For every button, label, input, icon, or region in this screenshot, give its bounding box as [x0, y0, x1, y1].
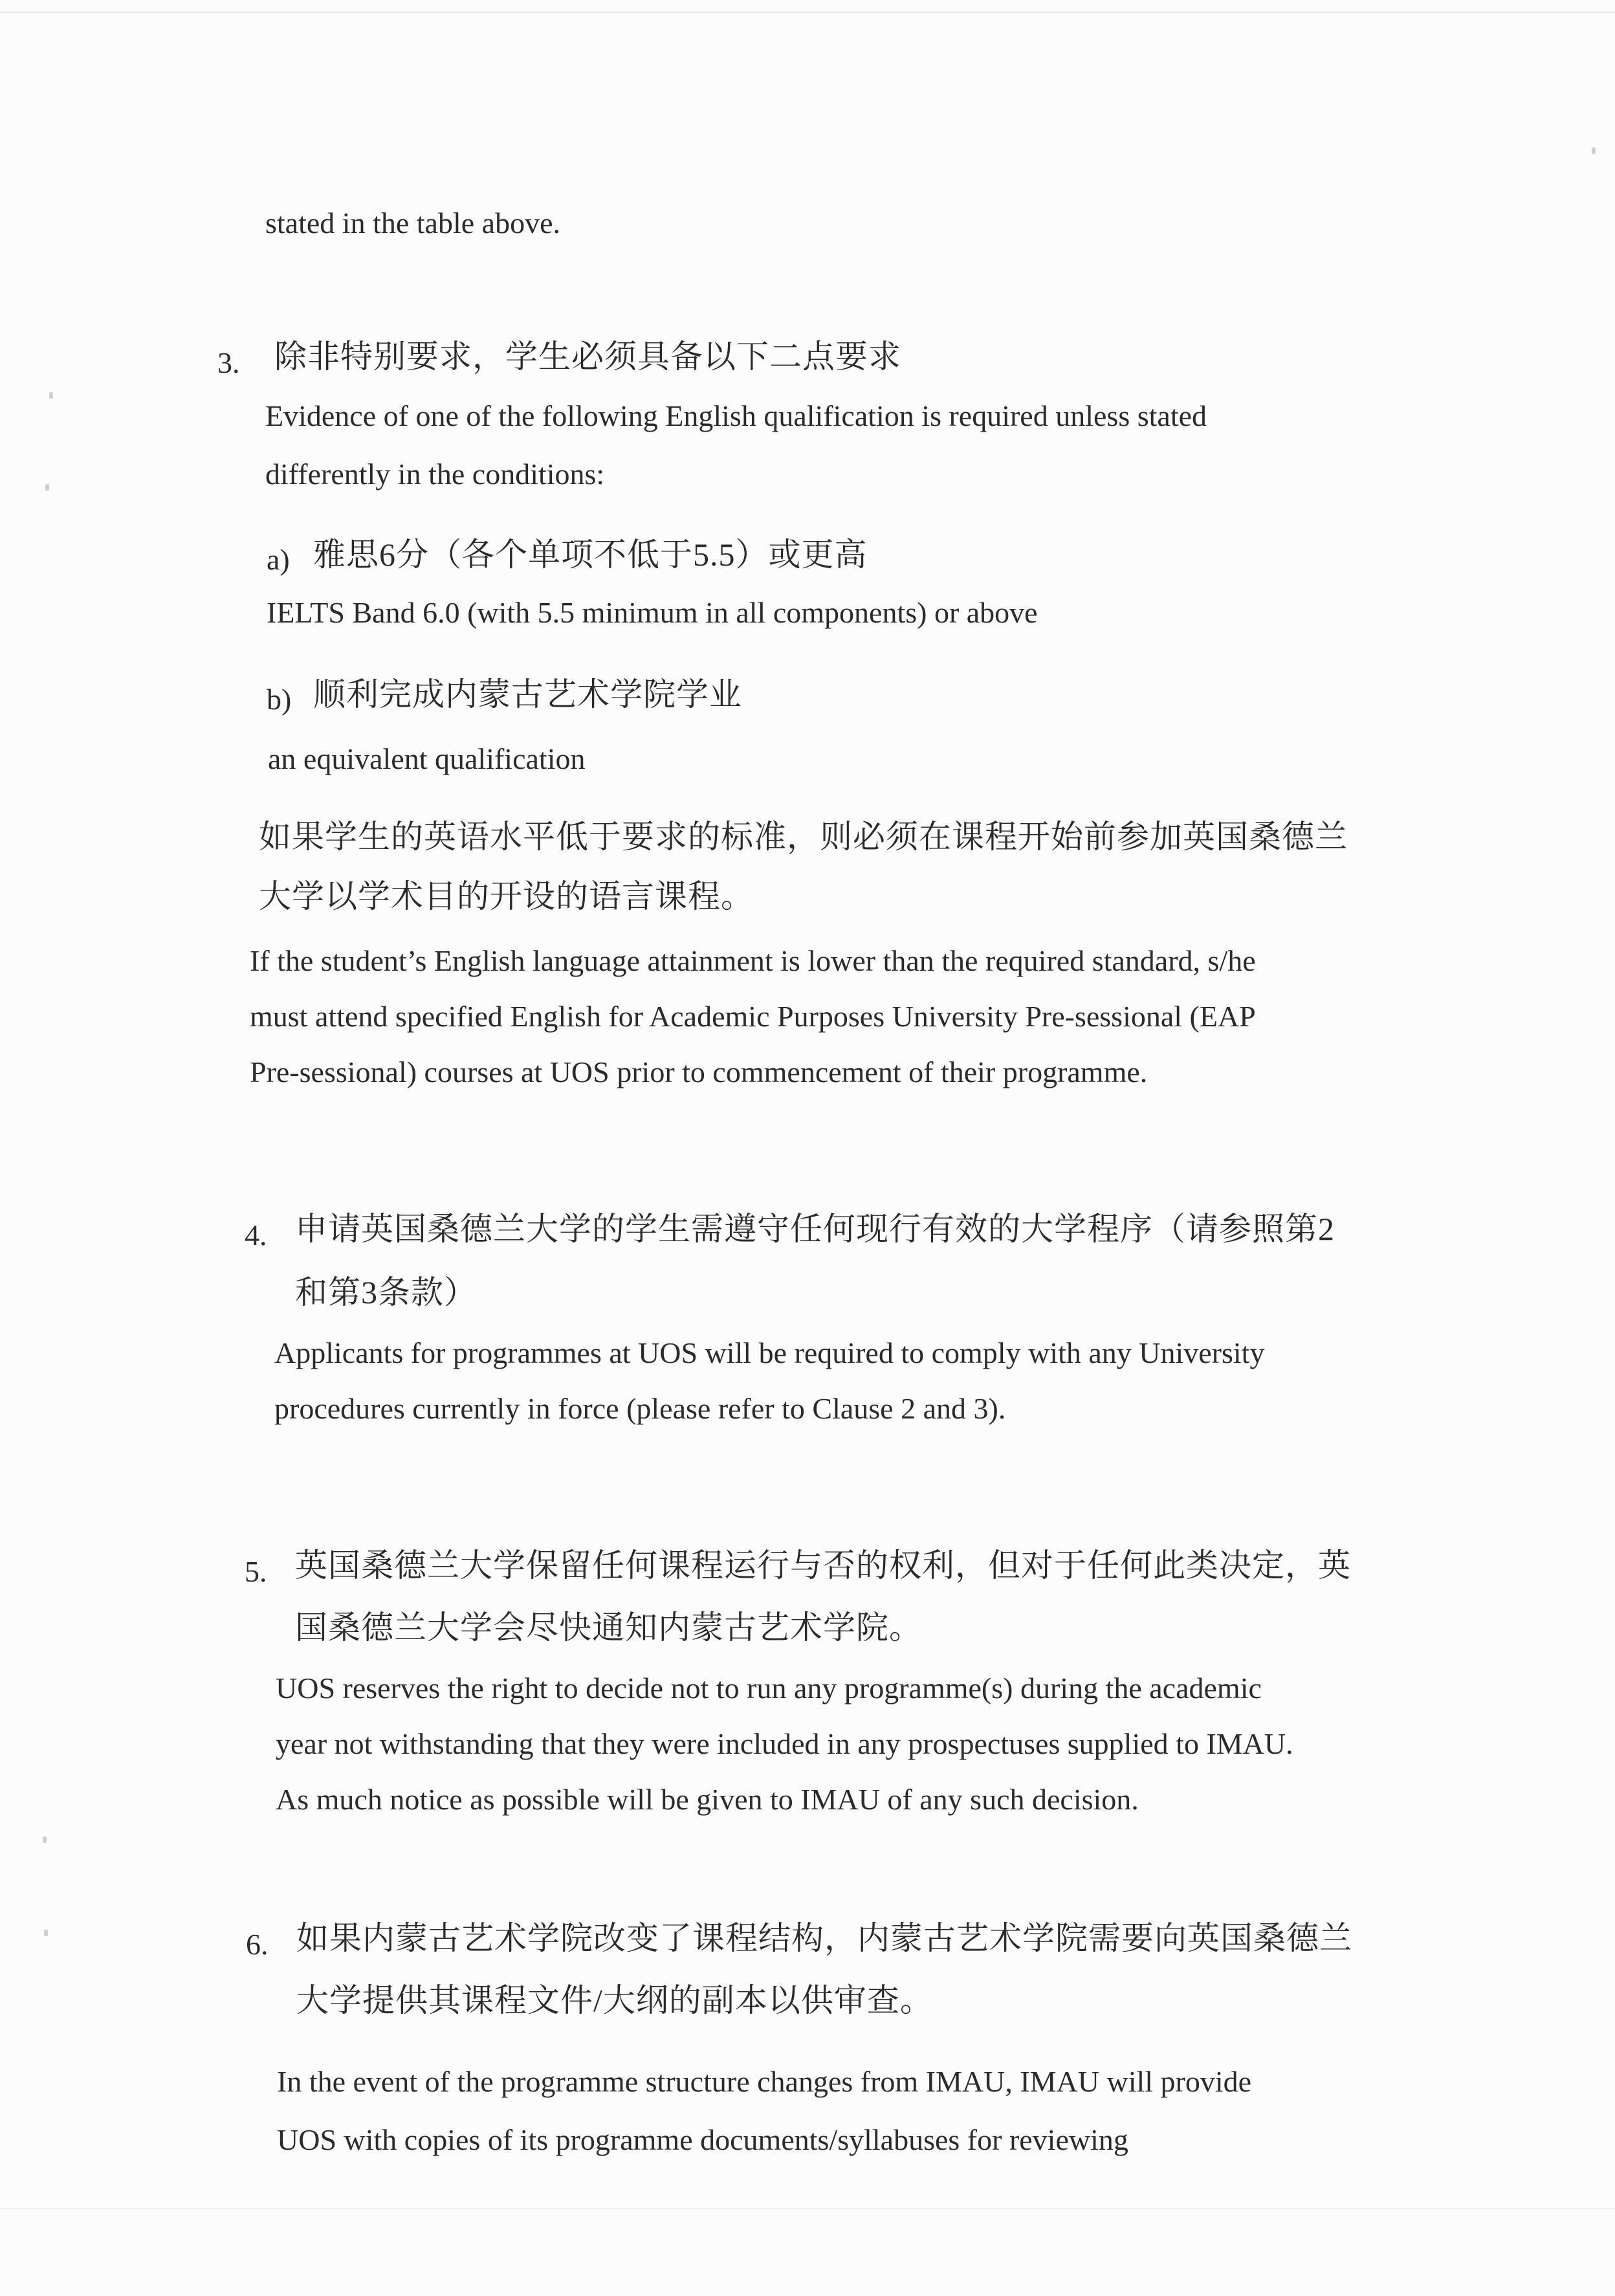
- option-b-marker: b): [267, 683, 292, 716]
- option-a-marker: a): [267, 543, 290, 576]
- scan-speck: [49, 392, 53, 399]
- scan-speck: [44, 1930, 48, 1936]
- clause-3-en-line1: Evidence of one of the following English qualification is required unless stated: [265, 399, 1207, 432]
- clause-3-note-zh-line1: 如果学生的英语水平低于要求的标准，则必须在课程开始前参加英国桑德兰: [259, 819, 1348, 855]
- clause-4-zh-line2: 和第3条款）: [295, 1274, 477, 1310]
- option-b-en: an equivalent qualification: [268, 742, 586, 775]
- option-a-zh: 雅思6分（各个单项不低于5.5）或更高: [313, 536, 868, 573]
- clause-6-zh-line1: 如果内蒙古艺术学院改变了课程结构，内蒙古艺术学院需要向英国桑德兰: [296, 1920, 1352, 1956]
- clause-3-en-line2: differently in the conditions:: [265, 458, 605, 491]
- scan-speck: [43, 1837, 47, 1843]
- clause-3-note-en-line2: must attend specified English for Academic Purposes University Pre-sessional (EAP: [250, 1000, 1256, 1033]
- clause-5-zh-line2: 国桑德兰大学会尽快通知内蒙古艺术学院。: [295, 1609, 922, 1646]
- clause-5-zh-line1: 英国桑德兰大学保留任何课程运行与否的权利，但对于任何此类决定，英: [295, 1547, 1351, 1584]
- clause-3-note-en-line1: If the student’s English language attainment is lower than the required standard, s/he: [250, 944, 1256, 977]
- clause-3-note-en-line3: Pre-sessional) courses at UOS prior to commencement of their programme.: [250, 1055, 1148, 1088]
- clause-6-number: 6.: [246, 1928, 269, 1961]
- clause-5-number: 5.: [245, 1555, 267, 1588]
- option-b-zh: 顺利完成内蒙古艺术学院学业: [313, 676, 742, 712]
- intro-tail-text: stated in the table above.: [265, 206, 561, 239]
- scan-edge-bottom: [0, 2208, 1615, 2209]
- scan-speck: [45, 484, 49, 491]
- option-a-en: IELTS Band 6.0 (with 5.5 minimum in all components) or above: [267, 596, 1038, 629]
- clause-4-en-line1: Applicants for programmes at UOS will be required to comply with any University: [274, 1336, 1265, 1369]
- scan-edge-top: [0, 12, 1615, 13]
- clause-4-number: 4.: [245, 1219, 267, 1252]
- clause-4-zh-line1: 申请英国桑德兰大学的学生需遵守任何现行有效的大学程序（请参照第2: [295, 1211, 1335, 1247]
- clause-6-en-line2: UOS with copies of its programme documents/syllabuses for reviewing: [277, 2123, 1128, 2156]
- clause-6-en-line1: In the event of the programme structure changes from IMAU, IMAU will provide: [277, 2065, 1252, 2098]
- clause-5-en-line3: As much notice as possible will be given to IMAU of any such decision.: [276, 1783, 1139, 1816]
- scan-speck: [1592, 148, 1596, 154]
- clause-3-number: 3.: [217, 346, 240, 379]
- clause-5-en-line1: UOS reserves the right to decide not to run any programme(s) during the academic: [276, 1672, 1262, 1705]
- clause-3-note-zh-line2: 大学以学术目的开设的语言课程。: [259, 878, 754, 914]
- clause-5-en-line2: year not withstanding that they were included in any prospectuses supplied to IMAU.: [276, 1727, 1293, 1760]
- clause-6-zh-line2: 大学提供其课程文件/大纲的副本以供审查。: [296, 1982, 933, 2018]
- clause-4-en-line2: procedures currently in force (please refer to Clause 2 and 3).: [274, 1392, 1006, 1425]
- clause-3-zh: 除非特别要求，学生必须具备以下二点要求: [274, 338, 901, 375]
